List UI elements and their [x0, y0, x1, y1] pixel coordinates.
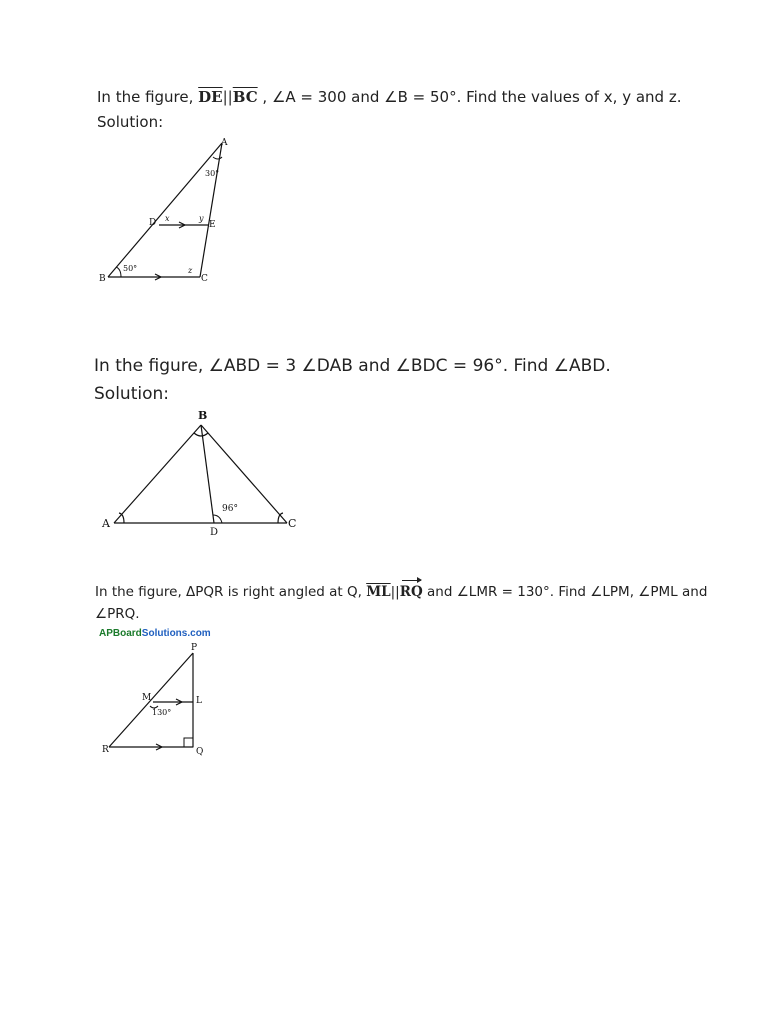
parallel-symbol: ||: [390, 584, 400, 600]
label-l: L: [196, 696, 202, 706]
ray-rq: RQ: [399, 584, 423, 600]
label-d: D: [210, 527, 219, 538]
line-ba: [114, 425, 201, 523]
label-b: B: [198, 409, 208, 422]
problem1-solution-label: Solution:: [97, 113, 164, 131]
problem3-question: [95, 584, 707, 600]
problem1-suffix: , ∠A = 300 and ∠B = 50°. Find the values of x, y and z.: [257, 88, 682, 106]
right-angle-q: [184, 738, 193, 747]
angle-arc-b: [116, 267, 121, 277]
var-x: x: [165, 214, 170, 223]
angle-lmr-label: 130°: [152, 708, 172, 717]
angle-bdc-label: 96°: [222, 504, 238, 514]
problem3-suffix: and ∠LMR = 130°. Find ∠LPM, ∠PML and: [422, 584, 708, 600]
label-m: M: [142, 693, 152, 703]
problem2-figure: [98, 405, 308, 540]
angle-arc-b: [194, 433, 208, 436]
angle-a-label: 30°: [205, 169, 220, 178]
problem3-figure: [100, 640, 220, 760]
label-q: Q: [196, 747, 204, 757]
problem1-question: [97, 88, 681, 106]
problem3-question-line2: ∠PRQ.: [95, 606, 140, 622]
label-p: P: [191, 643, 198, 653]
angle-arc-a: [213, 157, 222, 159]
angle-arc-a: [119, 513, 124, 523]
segment-bc: $\overline{BC}$: [232, 88, 258, 106]
problem1-prefix: In the figure,: [97, 88, 199, 106]
angle-b-label: 50°: [123, 264, 138, 273]
line-ac: [200, 143, 222, 277]
problem3-prefix: In the figure, ΔPQR is right angled at Q,: [95, 584, 367, 600]
label-c: C: [201, 274, 208, 284]
problem2-solution-label: Solution:: [94, 384, 169, 404]
segment-ml: $\overline{ML}$: [366, 584, 391, 600]
label-e: E: [209, 220, 216, 230]
problem2-question: In the figure, ∠ABD = 3 ∠DAB and ∠BDC = 96°. Find ∠ABD.: [94, 356, 611, 376]
line-bc: [201, 425, 287, 523]
label-r: R: [102, 745, 109, 755]
label-a: A: [221, 138, 228, 148]
var-z: z: [188, 266, 193, 275]
var-y: y: [199, 214, 204, 223]
problem1-figure: [95, 135, 235, 285]
label-a: A: [102, 517, 110, 530]
label-c: C: [288, 517, 297, 530]
label-b: B: [99, 274, 106, 284]
watermark-logo: APBoardSolutions.com: [99, 628, 211, 639]
label-d: D: [149, 218, 157, 228]
parallel-symbol: ||: [222, 88, 233, 106]
line-bd: [201, 425, 214, 523]
segment-de: $\overline{DE}$: [198, 88, 223, 106]
line-ab: [108, 143, 222, 277]
